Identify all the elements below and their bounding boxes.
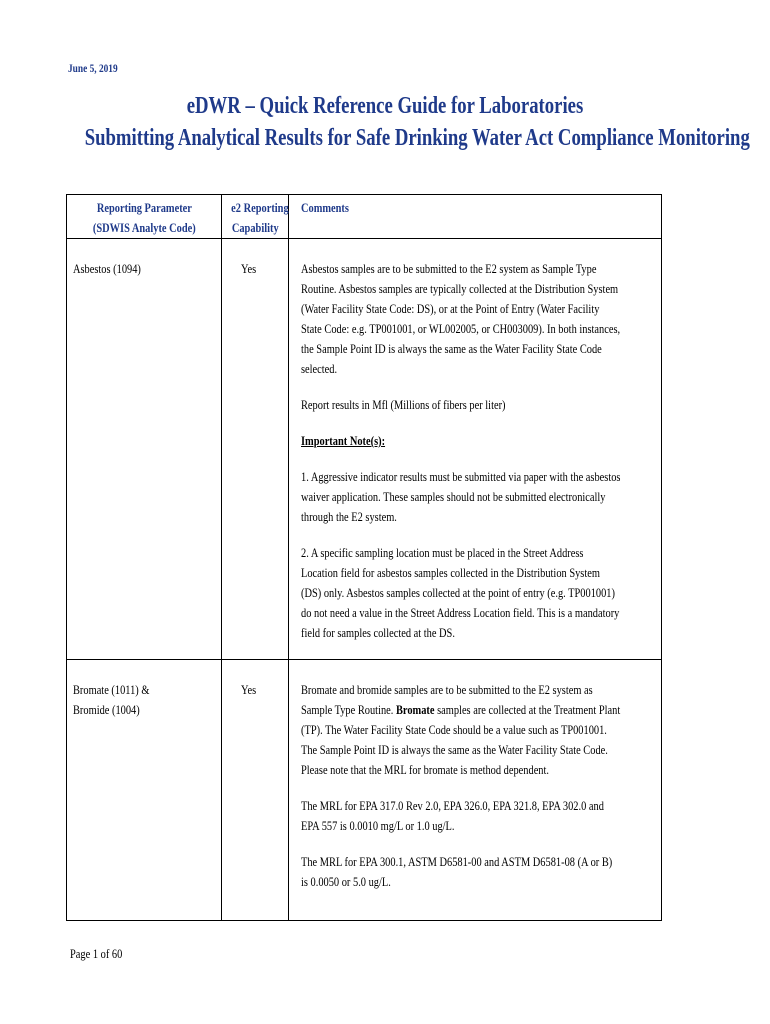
comment-paragraph: Asbestos samples are to be submitted to the E2 system as Sample Type Routine. Asbestos samples are typically collected at the Distribution System (Water Facility State Code: DS), or at the Point of Entry (Water Facility State Code: e.g. TP001001, or WL002005, or CH003009). In both instances, the Sample Point ID is always the same as the Water Facility State Code selected. bbox=[301, 261, 621, 376]
document-subtitle: Submitting Analytical Results for Safe Drinking Water Act Compliance Monitoring bbox=[84, 125, 750, 151]
page-number: Page 1 of 60 bbox=[70, 946, 123, 961]
comment-text: Bromate and bromide samples are to be submitted to the E2 system as Sample Type Routine. bbox=[301, 682, 593, 717]
comment-paragraph bbox=[301, 680, 621, 780]
comment-bold-text: Bromate bbox=[395, 702, 435, 717]
param-label: Bromate (1011) & bbox=[73, 682, 150, 697]
row-asbestos-capability bbox=[222, 239, 289, 660]
header-param-line1: Reporting Parameter bbox=[96, 200, 192, 215]
row-bromate-capability bbox=[222, 660, 289, 921]
comment-paragraph: The MRL for EPA 317.0 Rev 2.0, EPA 326.0, EPA 321.8, EPA 302.0 and EPA 557 is 0.0010 mg/L or 1.0 ug/L. bbox=[301, 798, 604, 833]
comment-paragraph: Report results in Mfl (Millions of fibers per liter) bbox=[301, 397, 506, 412]
param-label: Bromide (1004) bbox=[73, 702, 140, 717]
document-title: eDWR – Quick Reference Guide for Laboratories bbox=[186, 93, 584, 119]
header-comments-label: Comments bbox=[301, 200, 349, 215]
row-bromate-parameter bbox=[67, 660, 222, 921]
document-date: June 5, 2019 bbox=[68, 61, 118, 75]
row-asbestos-parameter bbox=[67, 239, 222, 660]
header-cap-line1: e2 Reporting bbox=[231, 200, 289, 215]
row-bromate-comments bbox=[289, 660, 662, 921]
table-row bbox=[67, 660, 662, 921]
header-e2-capability bbox=[222, 195, 289, 239]
row-asbestos-comments bbox=[289, 239, 662, 660]
capability-value: Yes bbox=[241, 261, 257, 276]
comment-text: samples are collected at the Treatment Plant (TP). The Water Facility State Code should be a value such as TP001001. The Sample Point ID is always the same as the Water Facility State Code. Please note that the MRL for bromate is method dependent. bbox=[301, 702, 621, 777]
capability-value: Yes bbox=[241, 682, 257, 697]
comment-paragraph: 2. A specific sampling location must be placed in the Street Address Location field for asbestos samples collected in the Distribution System (DS) only. Asbestos samples collected at the point of entry (e.g. TP001001) do not need a value in the Street Address Location field. This is a mandatory field for samples collected at the DS. bbox=[301, 545, 620, 640]
table-row bbox=[67, 239, 662, 660]
comment-paragraph: 1. Aggressive indicator results must be submitted via paper with the asbestos waiver application. These samples should not be submitted electronically through the E2 system. bbox=[301, 469, 621, 524]
reference-table bbox=[66, 194, 662, 921]
table-header-row bbox=[67, 195, 662, 239]
header-param-line2: (SDWIS Analyte Code) bbox=[92, 220, 196, 235]
header-cap-line2: Capability bbox=[231, 220, 279, 235]
header-comments bbox=[289, 195, 662, 239]
param-label: Asbestos (1094) bbox=[73, 261, 141, 276]
header-reporting-parameter bbox=[67, 195, 222, 239]
important-notes-heading: Important Note(s): bbox=[301, 433, 386, 448]
comment-paragraph: The MRL for EPA 300.1, ASTM D6581-00 and ASTM D6581-08 (A or B) is 0.0050 or 5.0 ug/L. bbox=[301, 854, 613, 889]
